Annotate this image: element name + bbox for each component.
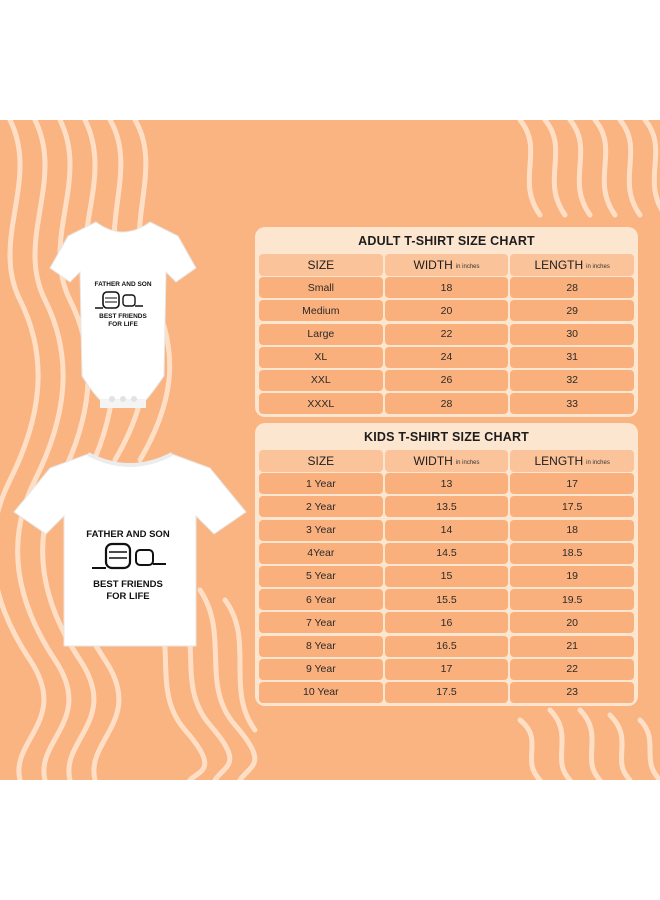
- kids-tshirt-image: [10, 450, 250, 650]
- length-cell: 23: [510, 682, 634, 703]
- length-cell: 18.5: [510, 543, 634, 564]
- width-cell: 17.5: [385, 682, 509, 703]
- table-row: [255, 519, 638, 542]
- size-cell: 8 Year: [259, 636, 383, 657]
- kids-header-row: [255, 449, 638, 472]
- table-row: [255, 635, 638, 658]
- size-cell: 2 Year: [259, 496, 383, 517]
- width-cell: 20: [385, 300, 509, 321]
- table-row: [255, 658, 638, 681]
- length-cell: 22: [510, 659, 634, 680]
- adult-size-chart: [255, 227, 638, 417]
- table-row: [255, 681, 638, 704]
- kids-chart-title: KIDS T-SHIRT SIZE CHART: [363, 430, 530, 444]
- adult-header-row: [255, 253, 638, 276]
- length-cell: 32: [510, 370, 634, 391]
- width-cell: 14: [385, 520, 509, 541]
- table-row: [255, 495, 638, 518]
- width-cell: 22: [385, 324, 509, 345]
- length-cell: 28: [510, 277, 634, 298]
- table-row: [255, 299, 638, 322]
- size-cell: 4Year: [259, 543, 383, 564]
- length-cell: 19: [510, 566, 634, 587]
- width-cell: 13: [385, 473, 509, 494]
- table-row: [255, 565, 638, 588]
- table-row: [255, 542, 638, 565]
- width-cell: 17: [385, 659, 509, 680]
- size-cell: 6 Year: [259, 589, 383, 610]
- width-column-header: WIDTH in inches: [385, 254, 509, 276]
- kids-size-chart: [255, 423, 638, 706]
- width-cell: 26: [385, 370, 509, 391]
- table-row: [255, 369, 638, 392]
- width-cell: 15: [385, 566, 509, 587]
- length-column-header: LENGTH in inches: [510, 450, 634, 472]
- table-row: [255, 472, 638, 495]
- size-cell: XXXL: [259, 393, 383, 414]
- table-row: [255, 346, 638, 369]
- size-cell: Large: [259, 324, 383, 345]
- table-row: [255, 323, 638, 346]
- size-column-header: SIZE: [259, 450, 383, 472]
- length-cell: 33: [510, 393, 634, 414]
- width-cell: 16: [385, 612, 509, 633]
- width-cell: 16.5: [385, 636, 509, 657]
- baby-onesie-image: [48, 216, 198, 416]
- size-cell: XL: [259, 347, 383, 368]
- size-cell: Small: [259, 277, 383, 298]
- onesie-print-line1: FATHER AND SON: [94, 281, 152, 288]
- table-row: [255, 588, 638, 611]
- tshirt-print-line2: BEST FRIENDS: [93, 579, 163, 590]
- length-cell: 30: [510, 324, 634, 345]
- product-banner: [0, 120, 660, 780]
- table-row: [255, 276, 638, 299]
- width-cell: 14.5: [385, 543, 509, 564]
- length-cell: 17: [510, 473, 634, 494]
- length-column-header: LENGTH in inches: [510, 254, 634, 276]
- adult-chart-title: ADULT T-SHIRT SIZE CHART: [358, 234, 535, 248]
- width-cell: 15.5: [385, 589, 509, 610]
- length-cell: 21: [510, 636, 634, 657]
- table-row: [255, 611, 638, 634]
- tshirt-print-line1: FATHER AND SON: [86, 529, 170, 540]
- size-cell: 3 Year: [259, 520, 383, 541]
- width-cell: 24: [385, 347, 509, 368]
- size-cell: 10 Year: [259, 682, 383, 703]
- tshirt-print-line3: FOR LIFE: [106, 591, 150, 602]
- length-cell: 29: [510, 300, 634, 321]
- table-row: [255, 392, 638, 415]
- size-cell: Medium: [259, 300, 383, 321]
- length-cell: 31: [510, 347, 634, 368]
- width-cell: 13.5: [385, 496, 509, 517]
- onesie-print-line3: FOR LIFE: [108, 321, 138, 328]
- width-column-header: WIDTH in inches: [385, 450, 509, 472]
- length-cell: 20: [510, 612, 634, 633]
- size-cell: 1 Year: [259, 473, 383, 494]
- size-cell: XXL: [259, 370, 383, 391]
- length-cell: 18: [510, 520, 634, 541]
- width-cell: 18: [385, 277, 509, 298]
- size-column-header: SIZE: [259, 254, 383, 276]
- size-cell: 9 Year: [259, 659, 383, 680]
- size-cell: 7 Year: [259, 612, 383, 633]
- length-cell: 17.5: [510, 496, 634, 517]
- length-cell: 19.5: [510, 589, 634, 610]
- size-cell: 5 Year: [259, 566, 383, 587]
- width-cell: 28: [385, 393, 509, 414]
- onesie-print-line2: BEST FRIENDS: [99, 313, 147, 320]
